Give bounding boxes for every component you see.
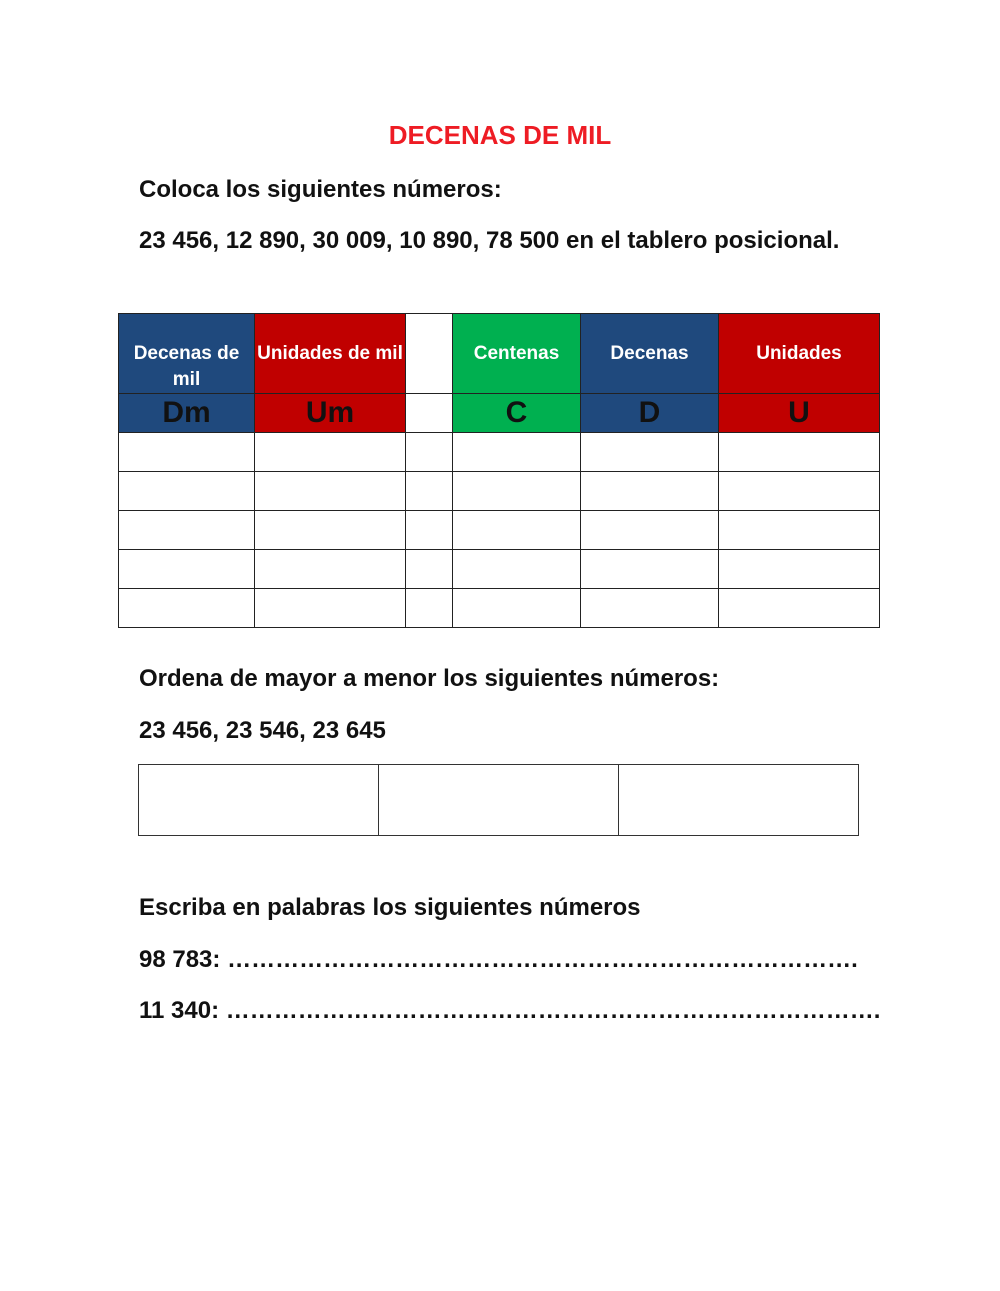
numbers-to-place: 23 456, 12 890, 30 009, 10 890, 78 500 en el tablero posicional. bbox=[139, 227, 840, 254]
answer-cell[interactable] bbox=[581, 472, 719, 511]
board-answer-row bbox=[119, 472, 880, 511]
separator-cell bbox=[406, 550, 453, 589]
answer-cell[interactable] bbox=[119, 511, 255, 550]
instruction-order: Ordena de mayor a menor los siguientes números: bbox=[139, 665, 720, 692]
board-header-row bbox=[119, 314, 880, 394]
word-answer-line-1[interactable]: ……………………………………………………………………. bbox=[227, 946, 858, 973]
answer-cell[interactable] bbox=[119, 589, 255, 628]
order-box-3[interactable] bbox=[619, 765, 859, 836]
order-box-2[interactable] bbox=[379, 765, 619, 836]
answer-cell[interactable] bbox=[255, 550, 406, 589]
answer-cell[interactable] bbox=[581, 511, 719, 550]
answer-cell[interactable] bbox=[719, 511, 880, 550]
answer-cell[interactable] bbox=[581, 589, 719, 628]
board-answer-row bbox=[119, 511, 880, 550]
separator-cell bbox=[406, 589, 453, 628]
separator-cell bbox=[406, 433, 453, 472]
board-answer-row bbox=[119, 433, 880, 472]
word-line-2 bbox=[139, 991, 899, 1031]
answer-cell[interactable] bbox=[119, 550, 255, 589]
answer-cell[interactable] bbox=[453, 433, 581, 472]
word-number-2: 11 340: bbox=[139, 997, 220, 1024]
board-symbol-row bbox=[119, 394, 880, 433]
order-answer-boxes bbox=[138, 764, 859, 836]
symbol-u: U bbox=[719, 394, 880, 433]
header-separator bbox=[406, 314, 453, 394]
board-answer-row bbox=[119, 550, 880, 589]
symbol-c: C bbox=[453, 394, 581, 433]
symbol-dm: Dm bbox=[119, 394, 255, 433]
order-box-1[interactable] bbox=[139, 765, 379, 836]
answer-cell[interactable] bbox=[719, 472, 880, 511]
answer-cell[interactable] bbox=[255, 511, 406, 550]
answer-cell[interactable] bbox=[453, 550, 581, 589]
answer-cell[interactable] bbox=[255, 433, 406, 472]
answer-cell[interactable] bbox=[255, 589, 406, 628]
symbol-d: D bbox=[581, 394, 719, 433]
answer-cell[interactable] bbox=[453, 589, 581, 628]
answer-cell[interactable] bbox=[255, 472, 406, 511]
answer-cell[interactable] bbox=[453, 472, 581, 511]
word-answer-line-2[interactable]: ………………………………………………………………………. bbox=[225, 997, 881, 1024]
place-value-board bbox=[118, 313, 880, 628]
header-decenas: Decenas bbox=[581, 314, 719, 394]
answer-cell[interactable] bbox=[581, 550, 719, 589]
answer-cell[interactable] bbox=[119, 472, 255, 511]
instruction-place-numbers: Coloca los siguientes números: bbox=[139, 176, 502, 203]
word-number-1: 98 783: bbox=[139, 946, 221, 973]
header-decenas-de-mil: Decenas de mil bbox=[119, 314, 255, 394]
header-unidades-de-mil: Unidades de mil bbox=[255, 314, 406, 394]
board-answer-row bbox=[119, 589, 880, 628]
header-centenas: Centenas bbox=[453, 314, 581, 394]
answer-cell[interactable] bbox=[719, 433, 880, 472]
answer-cell[interactable] bbox=[453, 511, 581, 550]
instruction-write-words: Escriba en palabras los siguientes números bbox=[139, 894, 641, 921]
symbol-separator bbox=[406, 394, 453, 433]
answer-cell[interactable] bbox=[119, 433, 255, 472]
answer-cell[interactable] bbox=[581, 433, 719, 472]
word-line-1 bbox=[139, 940, 899, 980]
worksheet-title: DECENAS DE MIL bbox=[388, 120, 612, 150]
separator-cell bbox=[406, 472, 453, 511]
answer-cell[interactable] bbox=[719, 550, 880, 589]
header-unidades: Unidades bbox=[719, 314, 880, 394]
separator-cell bbox=[406, 511, 453, 550]
answer-cell[interactable] bbox=[719, 589, 880, 628]
symbol-um: Um bbox=[255, 394, 406, 433]
numbers-to-order: 23 456, 23 546, 23 645 bbox=[139, 717, 386, 744]
